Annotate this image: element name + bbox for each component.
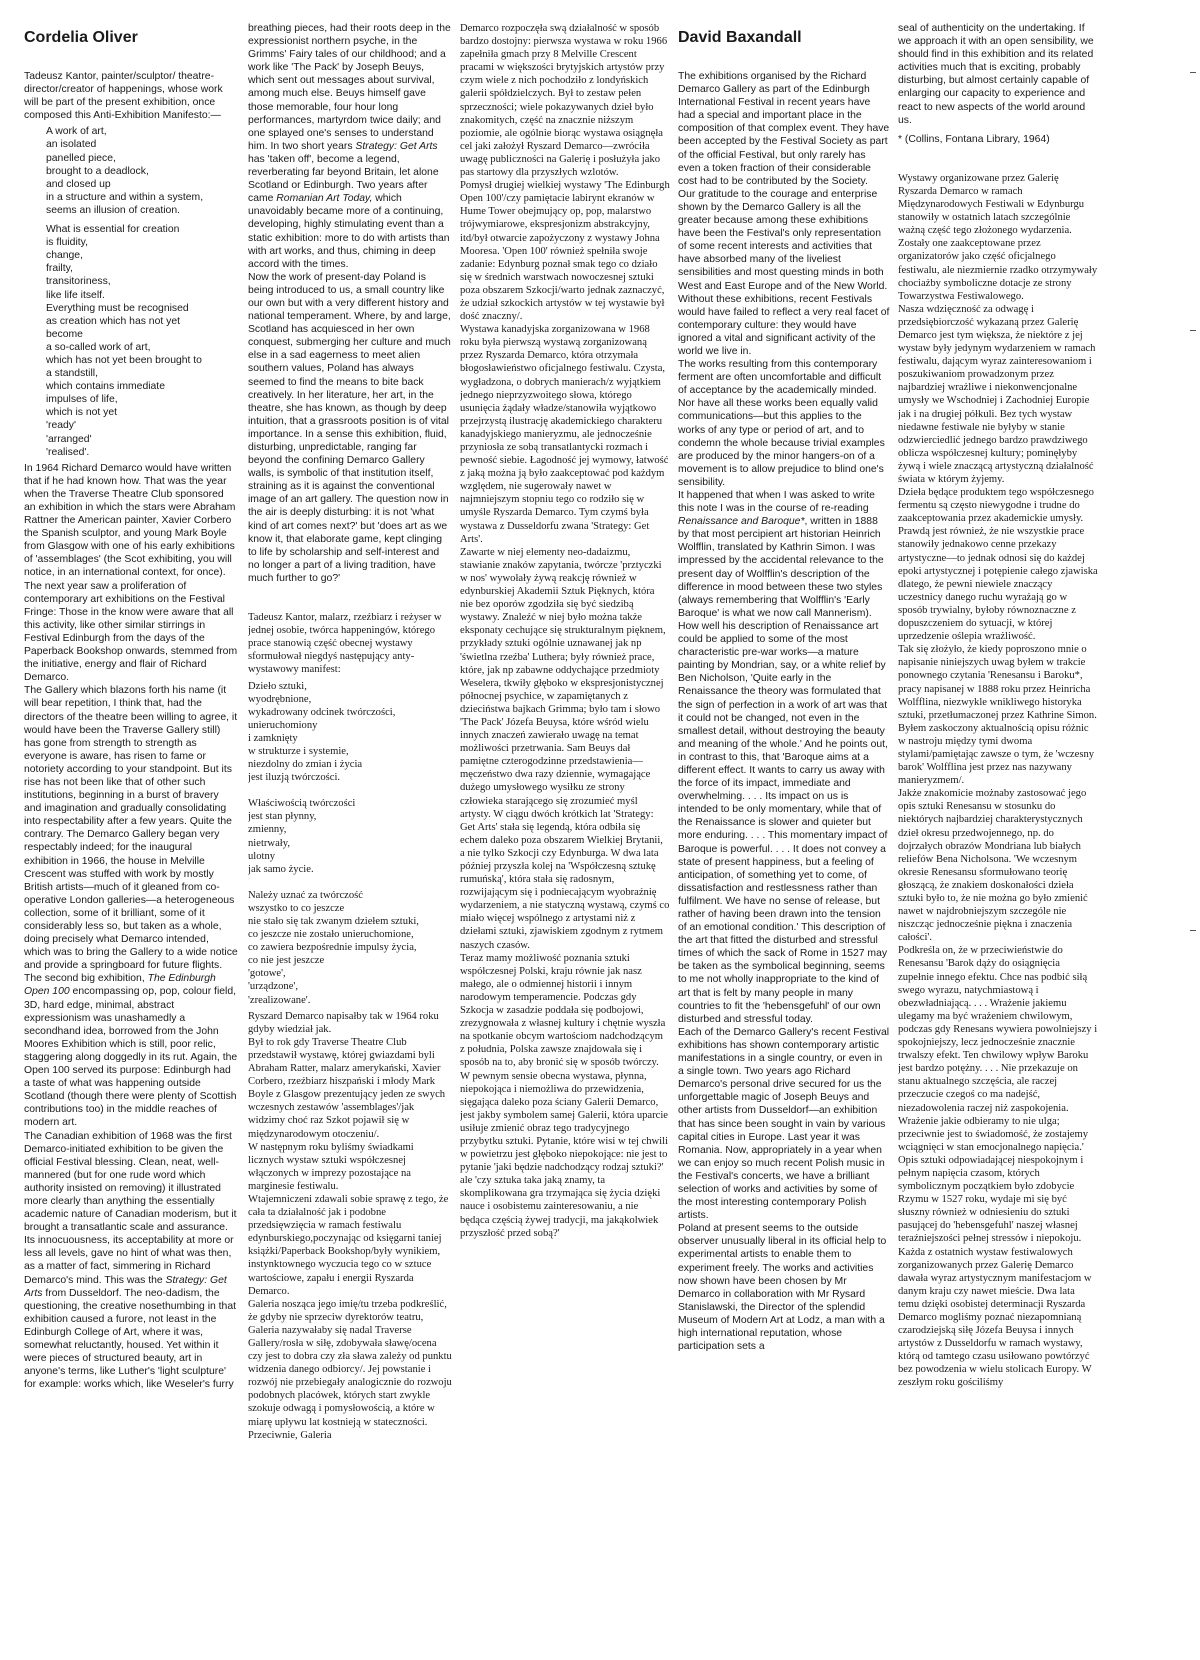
- paragraph: Each of the Demarco Gallery's recent Festival exhibitions has shown contemporary artistic manifestations in a single country, or even in a single town. Two years ago Richard Demarco's personal drive secured for us the unforgettable magic of Joseph Beuys and other artists from Dusseldorf—an exhibition that has since been sought in vain by various capital cities in Europe. Last year it was Romania. Now, appropriately in a year when we can enjoy so much recent Polish music in the Festival's concerts, we have a brilliant selection of works and activities by some of the most interesting contemporary Polish artists.: [678, 1026, 890, 1222]
- paragraph: Wtajemniczeni zdawali sobie sprawę z tego, że cała ta działalność jak i podobne przedsięwzięcia w ramach festiwalu edynburskiego,poczynając od księgarni taniej książki/Paperback Bookshop/były wynikiem, instynktownego wyczucia tego co w sztuce wartościowe, zapału i energii Ryszarda Demarco.: [248, 1193, 449, 1297]
- polish-text-block: [898, 172, 1098, 1390]
- exhibition-title: Strategy: Get Arts: [355, 140, 438, 152]
- manifesto-line: is fluidity,: [46, 237, 88, 249]
- paragraph: The next year saw a proliferation of contemporary art exhibitions on the Festival Fringe: Those in the know were aware that all this activity, like other similar stirrings in Festival Edinburgh from the days of the Paperback Bookshop onwards, stemmed from the initiative, energy and flair of Richard Demarco.: [24, 580, 238, 684]
- paragraph: The Gallery which blazons forth his name (it will bear repetition, I think that, had the directors of the theatre been willing to agree, it would have been the Traverse Gallery still) has gone from strength to strength as everyone is aware, has risen to fame or notoriety according to your standpoint. But its rise has not been like that of other such institutions, beginning in a burst of bravery and imagination and gradually consolidating into respectability after a few years. Quite the contrary. The Demarco Gallery began very respectably indeed; for the inaugural exhibition in 1966, the house in Melville Crescent was stuffed with work by mostly British artists—much of it gleaned from co-operative London galleries—a heterogeneous collection, some of it brilliant, some of it considerably less so, but taken as a whole, doing precisely what Demarco intended, which was to bring the Gallery to a wide notice and provide a springboard for future flights.: [24, 685, 238, 972]
- exhibition-title: Strategy: Get Arts: [24, 1274, 227, 1299]
- margin-mark: [1190, 330, 1196, 331]
- manifesto-line: seems an illusion of creation.: [46, 204, 180, 216]
- manifesto-line: wykadrowany odcinek twórczości,: [248, 706, 396, 718]
- manifesto-line: w strukturze i systemie,: [248, 745, 349, 757]
- book-title: Renaissance and Baroque*: [678, 516, 805, 528]
- manifesto-line: which contains immediate: [46, 381, 165, 393]
- manifesto-line: 'arranged': [46, 433, 92, 445]
- paragraph: Nasza wdzięczność za odwagę i przedsiębiorczość wykazaną przez Galerię Demarco jest tym większa, że niektóre z jej wystaw były jedynym wydarzeniem w ramach festiwalu, dającym wyraz zainteresowaniom i poszukiwaniom prowadzonym przez najbardziej wrażliwe i niekonwencjonalne umysły we Wschodniej i Zachodniej Europie jak i na drugiej półkuli. Bez tych wystaw niedawne festiwale nie byłyby w stanie odzwierciedlić jednego bardzo prawdziwego oblicza współczesnej kultury; pominęłyby żywą i wiele znaczącą artystyczną działalność świata w którym żyjemy.: [898, 303, 1096, 485]
- manifesto-line: co jeszcze nie zostało unieruchomione,: [248, 929, 414, 941]
- author-heading-david-baxandall: David Baxandall: [678, 29, 802, 46]
- paragraph: Był to rok gdy Traverse Theatre Club przedstawił wystawę, której gwiazdami byli Abraham Ratter, malarz amerykański, Xavier Corbero, rzeźbiarz hiszpański i młody Mark Boyle z Glasgow prezentujący jeden ze swych wczesnych zestawów 'assemblages'/jak widzimy choć raz Szkot pojawił się w międzynarodowym otoczeniu/.: [248, 1036, 446, 1140]
- manifesto-line: impulses of life,: [46, 394, 118, 406]
- paragraph: Byłem zaskoczony aktualnością opisu różnic w nastroju między tymi dwoma stylami/pamiętając zawsze o tym, że 'wczesny barok' Wolfflina jest przez nas nazywany manieryzmem/.: [898, 722, 1095, 787]
- manifesto-line: which has not yet been brought to: [46, 354, 202, 366]
- manifesto-english: [46, 125, 238, 458]
- paragraph: How well his description of Renaissance art could be applied to some of the most characteristic pre-war works—a mature painting by Mondrian, say, or a white relief by Ben Nicholson, 'Quite early in the Renaissance the theory was formulated that the sign of perfection in a work of art was that it could not be changed, not even in the smallest detail, without destroying the beauty and meaning of the whole.' And he points out, in contrast to this, that 'Baroque aims at a different effect. It wants to carry us away with the force of its impact, immediate and overwhelming. . . . Its impact on us is intended to be only momentary, while that of the Renaissance is slower and quieter but more enduring. . . . This momentary impact of Baroque is powerful. . . . It does not convey a state of present happiness, but a feeling of anticipation, of something yet to come, of dissatisfaction and restlessness rather than fulfilment. We have no sense of release, but rather of having been drawn into the tension of an emotional condition.' This description of the art that fitted the disturbed and stressful times of which the sack of Rome in 1527 may be taken as the symbolical beginning, seems to me not wholly inappropriate to the kind of art that is felt by many people in many countries to fit the 'hebensgefuhl' of our own disturbed and stressful today.: [678, 620, 888, 1025]
- paragraph: Teraz mamy możliwość poznania sztuki współczesnej Polski, kraju równie jak nasz małego, ale o odmiennej historii i innym narodowym temperamencie. Podczas gdy Szkocja w zasadzie poddała się podbojowi, zrezygnowała z własnej kultury i chętnie wyszła na spotkanie obcym wartościom nadchodzącym z południa, Polska zawsze znajdowała się i sposób na to, aby bronić się w sposób twórczy. W pewnym sensie obecna wystawa, płynna, niepokojąca i niemożliwa do przewidzenia, sięgająca daleko poza ściany Galerii Demarco, jest jakby symbolem samej Galerii, która uparcie usiłuje zmienić obraz tego tradycyjnego przybytku sztuki. Pytanie, które wisi w tej chwili w powietrzu jest głęboko niepokojące: nie jest to pytanie 'jaki będzie nadchodzący rodzaj sztuki?' ale 'czy sztuka taka jaką znamy, ta skomplikowana gra trzymająca się życia dzięki nauce i osobistemu zainteresowaniu, a nie będąca częścią żywej tradycji, ma jakąkolwiek przyszłość przed sobą?': [460, 952, 669, 1239]
- manifesto-line: change,: [46, 250, 83, 262]
- paragraph: It happened that when I was asked to write this note I was in the course of re-reading Renaissance and Baroque*, written in 1888 by that most percipient art historian Heinrich Wolfflin, translated by Kathrin Simon. I was impressed by the accidental relevance to the present day of Wolfflin's description of the difference in mood between these two styles (always remembering that Wolfflin's 'Early Baroque' is what we now call Mannerism).: [678, 490, 884, 619]
- paragraph: breathing pieces, had their roots deep in the expressionist northern psyche, in the Grimms' Fairy tales of our childhood; and a work like 'The Pack' by Joseph Beuys, which sent out messages about survival, among much else. Beuys himself gave those memorable, four hour long performances, martyrdom twice daily; and one splayed one's senses to understand him. In two short years Strategy: Get Arts has 'taken off', become a legend, reverberating far beyond Britain, let alone Scotland or Edinburgh. Two years after came Romanian Art Today, which unavoidably became more of a continuing, developing, highly stimulating event than a static exhibition: more to do with artists than with art works, and thus, chiming in deep accord with the times.: [248, 23, 451, 270]
- column-2: [248, 22, 452, 1654]
- manifesto-line: What is essential for creation: [46, 224, 180, 236]
- manifesto-line: brought to a deadlock,: [46, 165, 149, 177]
- manifesto-line: unieruchomiony: [248, 719, 318, 731]
- paragraph: The works resulting from this contemporary ferment are often uncomfortable and difficult of acceptance by the academically minded. Nor have all these works been equally valid communications—but this applies to the works of any type or period of art, and to condemn the whole because trivial examples are produced by the minor hangers-on of a movement is to allow prejudice to blind one's sensibility.: [678, 359, 885, 488]
- manifesto-line: Właściwością twórczości: [248, 798, 356, 810]
- paragraph: Wystawy organizowane przez Galerię Ryszarda Demarco w ramach Międzynarodowych Festiwali w Edynburgu stanowiły w ostatnich latach szczególnie ważną część tego złożonego wydarzenia. Zostały one zaakceptowane przez organizatorów jako część oficjalnego festiwalu, ale niezmiernie rzadko otrzymywały chociażby symboliczne dotacje ze strony Towarzystwa Festiwalowego.: [898, 172, 1098, 302]
- manifesto-line: nietrwały,: [248, 837, 290, 849]
- manifesto-line: frailty,: [46, 263, 73, 275]
- manifesto-line: Dzieło sztuki,: [248, 680, 307, 692]
- exhibition-title: The Edinburgh Open 100: [24, 973, 216, 998]
- paragraph: Jakże znakomicie możnaby zastosować jego opis sztuki Renesansu w stosunku do niektórych najbardziej charakterystycznych dzieł okresu przedwojennego, np. do dojrzałych obrazów Mondriana lub białych reliefów Bena Nicholsona. 'We wczesnym okresie Renesansu sformułowano teorię głoszącą, że znakiem doskonałości dzieła sztuki było to, że nie można go było zmienić nawet w najdrobniejszym szczególe nie niszcząc jednocześnie piękna i znaczenia całości'.: [898, 788, 1088, 944]
- paragraph: W następnym roku byliśmy świadkami licznych wystaw sztuki współczesnej włączonych w imprezy pozostające na marginesie festiwalu.: [248, 1141, 414, 1192]
- manifesto-line: i zamknięty: [248, 732, 298, 744]
- manifesto-line: become: [46, 328, 83, 340]
- manifesto-line: ulotny: [248, 850, 276, 862]
- polish-text-block: [248, 611, 452, 1442]
- manifesto-line: and closed up: [46, 178, 111, 190]
- manifesto-line: in a structure and within a system,: [46, 191, 204, 203]
- manifesto-line: transitoriness,: [46, 276, 111, 288]
- paragraph: Dzieła będące produktem tego współczesnego fermentu są często niewygodne i trudne do zaakceptowania przez akademickie umysły. Prawdą jest również, że nie wszystkie prace stanowiły jednakowo cenne przekazy artystyczne—to jednak odnosi się do każdej epoki artystycznej i potępienie całego zjawiska dlatego, że pewni niewiele znaczący uczestnicy danego ruchu wyrażają go w sposób trywialny, byłoby równoznaczne z dopuszczeniem do sytuacji, w której uprzedzenie oślepia wrażliwość.: [898, 487, 1098, 643]
- manifesto-line: co nie jest jeszcze: [248, 955, 325, 967]
- paragraph: Pomysł drugiej wielkiej wystawy 'The Edinburgh Open 100'/czy pamiętacie labirynt ekranów w Hume Tower obejmujący op, pop, malarstwo trójwymiarowe, ekspresjonizm abstrakcyjny, itd/był otwarcie zapożyczony z wystawy Johna Mooresa. 'Open 100' również spełniła swoje zadanie: Edynburg poznał smak tego co działo się w średnich warstwach nowoczesnej sztuki poza obszarem Szkocji/warto jednak zaznaczyć, że udział szkockich artystów w tej wystawie był dość znaczny/.: [460, 180, 670, 323]
- manifesto-line: a standstill,: [46, 368, 98, 380]
- manifesto-line: like life itself.: [46, 289, 105, 301]
- paragraph: Ryszard Demarco napisałby tak w 1964 roku gdyby wiedział jak.: [248, 1010, 439, 1035]
- paragraph: Poland at present seems to the outside observer unusually liberal in its official help to experimental artists to enable them to experiment freely. The works and activities now shown have been chosen by Mr Demarco in collaboration with Mr Rysard Stanislawski, the Director of the splendid Museum of Modern Art at Lodz, a man with a high international reputation, whose participation sets a: [678, 1223, 887, 1353]
- margin-mark: [1190, 930, 1196, 931]
- manifesto-line: jest stan płynny,: [248, 811, 317, 823]
- manifesto-line: Everything must be recognised: [46, 302, 189, 314]
- paragraph: The Canadian exhibition of 1968 was the first Demarco-initiated exhibition to be given the official Festival blessing. Clean, neat, well-mannered (but for one rude word which authority insisted on removing) it illustrated more clearly than anything the essentially academic nature of Canadian moderism, but it brought a transatlantic scale and assurance. Its innocuousness, its acceptability at more or less all levels, gave no hint of what was then, as a matter of fact, simmering in Richard Demarco's mind. This was the Strategy: Get Arts from Dusseldorf. The neo-dadism, the questioning, the creative nosethumbing in that exhibition caused a furore, not least in the Edinburgh College of Art, where it was, somewhat reluctantly, housed. Yet within it were pieces of structured beauty, art in anyone's terms, like Luther's 'light sculpture' for example: works which, like Weseler's furry: [24, 1130, 237, 1391]
- manifesto-line: an isolated: [46, 139, 97, 151]
- manifesto-line: 'zrealizowane'.: [248, 994, 311, 1006]
- manifesto-line: A work of art,: [46, 126, 107, 138]
- paragraph: In 1964 Richard Demarco would have written that if he had known how. That was the year when the Traverse Theatre Club sponsored an exhibition in which the stars were Abraham Rattner the American painter, Xavier Corbero the Spanish sculptor, and young Mark Boyle from Glasgow with one of his early exhibitions of 'assemblages' (the Scot exhibiting, you will notice, in an international context, for once).: [24, 462, 236, 579]
- manifesto-line: wyodrębnione,: [248, 693, 312, 705]
- manifesto-line: niezdolny do zmian i życia: [248, 759, 363, 771]
- column-3: [460, 22, 670, 1654]
- paragraph: Podkreśla on, że w przeciwieństwie do Renesansu 'Barok dąży do osiągnięcia zupełnie innego efektu. Chce nas podbić siłą swego wyrazu, natychmiastową i obezwładniającą. . . . Wrażenie jakiemu ulegamy ma być wrażeniem chwilowym, podczas gdy Renesans wywiera powolniejszy i spokojniejszy, lecz jednocześnie znacznie trwalszy efekt. Ten chwilowy wpływ Baroku jest bardzo potężny. . . . Nie przekazuje on stanu aktualnego szczęścia, ale raczej przeczucie czegoś co ma nadejść, niezadowolenia raczej niż zaspokojenia. Wrażenie jakie odbieramy to nie ulga; przeciwnie jest to świadomość, że zostajemy wciągnięci w stan emocjonalnego napięcia.' Opis sztuki odpowiadającej niespokojnym i pełnym napięcia czasom, których symbolicznym początkiem było zdobycie Rzymu w 1527 roku, wydaje mi się być słuszny również w odniesieniu do sztuki pasującej do 'hebensgefuhl' naszej własnej teraźniejszości pełnej stressów i niepokoju.: [898, 945, 1098, 1245]
- manifesto-line: which is not yet: [46, 407, 118, 419]
- column-5: [898, 22, 1098, 1654]
- manifesto-line: 'realised'.: [46, 446, 90, 458]
- manifesto-line: 'gotowe',: [248, 968, 286, 980]
- manifesto-line: jak samo życie.: [248, 863, 314, 875]
- manifesto-line: Należy uznać za twórczość: [248, 889, 363, 901]
- paragraph: Demarco rozpoczęła swą działalność w sposób bardzo dostojny: pierwsza wystawa w roku 1966 zapełniła gmach przy 8 Melville Crescent pracami w większości brytyjskich artystów przy czym wiele z nich pochodziło z londyńskich galerii spółdzielczych. Był to zestaw pełen sprzeczności; wiele pokazywanych dzieł było znakomitych, część na znacznie niższym poziomie, ale ogólnie biorąc wystawa osiągnęła cel jaki założył Ryszard Demarco—zwróciła uwagę publiczności na Galerię i posłużyła jako pas startowy dla przyszłych wzlotów.: [460, 23, 668, 179]
- paragraph: Wystawa kanadyjska zorganizowana w 1968 roku była pierwszą wystawą zorganizowaną przez Ryszarda Demarco, która otrzymała błogosławieństwo oficjalnego festiwalu. Czysta, wygładzona, o dobrych manierach/z wyjątkiem jednego nieprzyzwoitego słowa, którego usunięcia żądały władze/stanowiła wyjątkowo przejrzystą ilustrację akademickiego charakteru kanadyjskiego manieryzmu, ale jednocześnie przyniosła ze sobą transatlantycki rozmach i pewność siebie. Łagodność jej wymowy, łatwość z jaką można ją było zaakceptować pod każdym względem, nie sugerowały nawet w najmniejszym stopniu tego co rodziło się w umyśle Ryszarda Demarco. Tym czymś była wystawa z Dusseldorfu zwana 'Strategy: Get Arts'.: [460, 324, 669, 545]
- paragraph: Tadeusz Kantor, malarz, rzeźbiarz i reżyser w jednej osobie, twórca happeningów, którego prace stanowią część obecnej wystawy sformułował niegdyś następujący anty-wystawowy manifest:: [248, 612, 442, 676]
- paragraph: Galeria nosząca jego imię/tu trzeba podkreślić, że gdyby nie sprzeciw dyrektorów teatru, Galeria nazywałaby się nadal Traverse Gallery/rosła w siłę, zdobywała sławę/ocena czy jest to dobra czy zła sława zależy od punktu widzenia danego odbiorcy/. Jej powstanie i rozwój nie przebiegały analogicznie do rozwoju podobnych placówek, których start zwykle szokuje odwagą i pomysłowością, a które w miarę upływu lat kostnieją w stateczności. Przeciwnie, Galeria: [248, 1298, 452, 1441]
- paragraph: Tak się złożyło, że kiedy poproszono mnie o napisanie niniejszych uwag byłem w trakcie ponownego czytania 'Renesansu i Baroku*, pracy napisanej w 1888 roku przez Heinricha Wolfflina, niezwykle wnikliwego historyka sztuki, przetłumaczonej przez Kathrine Simon.: [898, 644, 1097, 721]
- margin-mark: [1190, 72, 1196, 73]
- manifesto-line: 'ready': [46, 420, 76, 432]
- paragraph: Zawarte w niej elementy neo-dadaizmu, stawianie znaków zapytania, twórcze 'prztyczki w nos' wywołały żywą reakcję również w edynburskiej Akademii Sztuk Pięknych, która nie bez oporów zgodziła się być siedzibą wystawy. Znaleźć w niej było można także eksponaty cechujące się strukturalnym pięknem, przykłady sztuki ogólnie uznawanej jak np 'świetlna rzeźba' Luthera; były również prace, które, jak np zabawne oddychające przedmioty Weselera, tkwiły głęboko w ekspresjonistycznej północnej psychice, w zapamiętanych z dzieciństwa bajkach Grimma; było tam i słowo 'The Pack' Józefa Beuysa, które wśród wielu innych znaczeń zawierało uwagę na temat możliwości przetrwania. Sam Beuys dał pamiętne czterogodzinne przedstawienia—męczeństwo dwa razy dziennie, wymagające dużego umysłowego wysiłku ze strony człowieka starającego się zrozumieć myśl artysty. W ciągu dwóch krótkich lat 'Strategy: Get Arts' stała się legendą, która odbiła się echem daleko poza obszarem Wielkiej Brytanii, a nie tylko Szkocji czy Edynburga. W dwa lata później przyszła kolej na 'Współczesną sztukę rumuńską', która stała się radosnym, rozwijającym się i podniecającym wyobraźnię wydarzeniem, a nie statyczną wystawą, czymś co miało więcej wspólnego z artystami niż z dziełami sztuki, zjawiskiem zgodnym z rytmem naszych czasów.: [460, 546, 670, 951]
- paragraph: Tadeusz Kantor, painter/sculptor/ theatre-director/creator of happenings, whose work will be part of the present exhibition, once composed this Anti-Exhibition Manifesto:—: [24, 71, 223, 122]
- paragraph: The second big exhibition, The Edinburgh Open 100 encompassing op, pop, colour field, 3D, hard edge, minimal, abstract expressionism was unashamedly a secondhand idea, borrowed from the John Moores Exhibition which is still, poor relic, staggering along doggedly in its rut. Again, the Open 100 served its purpose: Edinburgh had a taste of what was happening outside Scotland (though there were plenty of Scottish contributions too) in the middle reaches of modern art.: [24, 973, 238, 1129]
- footnote: * (Collins, Fontana Library, 1964): [898, 133, 1050, 145]
- exhibition-title: Romanian Art Today,: [276, 193, 373, 205]
- manifesto-line: wszystko to co jeszcze: [248, 902, 345, 914]
- manifesto-polish: [248, 680, 452, 1007]
- paragraph: Każda z ostatnich wystaw festiwalowych zorganizowanych przez Galerię Demarco dawała wyraz artystycznym manifestacjom w danym kraju czy nawet mieście. Dwa lata temu dzięki osobistej determinacji Ryszarda Demarco mogliśmy poznać niezapomnianą czarodziejską siłę Józefa Beuysa i innych artystów z Dusseldorfu w ramach wystawy, którą od tamtego czasu usiłowano powtórzyć bez powodzenia w wielu stolicach Europy. W zeszłym roku gościliśmy: [898, 1246, 1092, 1389]
- paragraph: seal of authenticity on the undertaking. If we approach it with an open sensibility, we should find in this exhibition and its related activities much that is exciting, probably disturbing, but almost certainly capable of enlarging our capacity to experience and react to new aspects of the world around us.: [898, 23, 1094, 126]
- manifesto-line: jest iluzją twórczości.: [248, 772, 341, 784]
- column-4: [678, 22, 890, 1654]
- manifesto-line: as creation which has not yet: [46, 315, 180, 327]
- manifesto-line: panelled piece,: [46, 152, 116, 164]
- paragraph: The exhibitions organised by the Richard Demarco Gallery as part of the Edinburgh International Festival in recent years have had a special and important place in the composition of that complex event. They have been accepted by the Festival Society as part of the official Festival, but only rarely has even a token fraction of their considerable cost had to be contributed by the Society.: [678, 71, 890, 187]
- manifesto-line: zmienny,: [248, 824, 287, 836]
- column-1: [24, 22, 238, 1654]
- manifesto-line: a so-called work of art,: [46, 341, 151, 353]
- paragraph: Now the work of present-day Poland is being introduced to us, a small country like our own but with a very different history and national temperament. Where, by and large, Scotland has acquiesced in her own conquest, submerging her culture and much else in a sad eagerness to meet alien southern values, Poland has always seemed to find the means to bite back creatively. In her literature, her art, in the theatre, she has known, as though by deep intuition, that a grassroots position is of vital importance. In a sense this exhibition, fluid, disturbing, unpredictable, ranging far beyond the confining Demarco Gallery walls, is symbolic of that institution itself, straining as it is against the conventional image of an art gallery. The question now in the air is deeply disturbing: it is not 'what kind of art comes next?' but 'does art as we know it, that elaborate game, kept clinging to life by scholarship and self-interest and no longer a part of a living tradition, have much further to go?': [248, 271, 451, 584]
- manifesto-line: 'urządzone',: [248, 981, 298, 993]
- author-heading-cordelia-oliver: Cordelia Oliver: [24, 29, 138, 46]
- manifesto-line: nie stało się tak zwanym dziełem sztuki,: [248, 916, 419, 927]
- paragraph: Our gratitude to the courage and enterprise shown by the Demarco Gallery is all the greater because among these exhibitions have been the Festival's only representation of some recent interests and activities that have absorbed many of the liveliest sensibilities and most questing minds in both West and East Europe and of the New World. Without these exhibitions, recent Festivals would have failed to reflect a very real facet of contemporary culture: they would have ignored a vital and significant activity of the world we live in.: [678, 188, 890, 357]
- manifesto-line: co zawiera bezpośrednie impulsy życia,: [248, 942, 417, 954]
